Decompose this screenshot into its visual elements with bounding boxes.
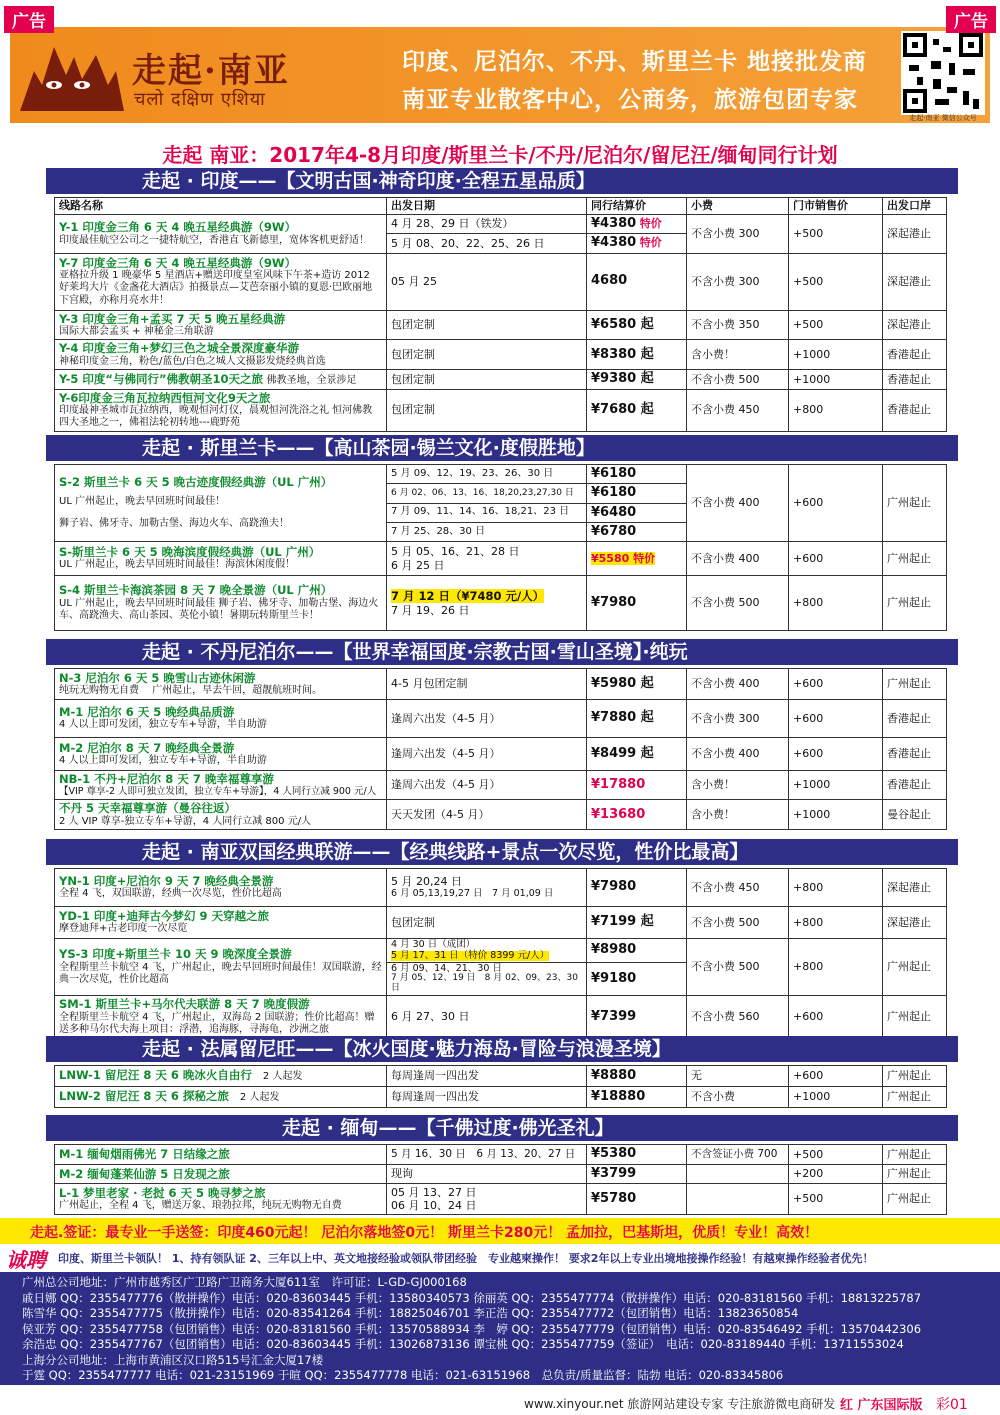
port: 香港起止 — [883, 340, 947, 370]
table-row — [55, 869, 947, 907]
contact-line: 戚日娜 QQ：2355477776（散拼操作）电话：020-83603445 手机：13580340573 徐丽英 QQ：2355477774（散拼操作）电话：020-83181560 手机：18813225787 — [22, 1290, 922, 1305]
qr-code-icon — [901, 31, 985, 115]
route-name: Y-3 印度金三角+孟买 7 天 5 晚五星经典游 — [59, 311, 286, 326]
port: 广州起止 — [883, 1087, 947, 1108]
retail: +800 — [789, 576, 883, 631]
table-row — [55, 800, 947, 830]
route-desc: 全程斯里兰卡航空 4 飞，广州起止，晚去早回班时间最佳！双国联游，经典一次尽览，性价比超高 — [59, 961, 382, 986]
table-header — [55, 198, 947, 215]
page-number: 彩01 — [936, 1397, 968, 1413]
tip: 不含小费 350 — [687, 310, 789, 340]
route-name: S-4 斯里兰卡海滨茶园 8 天 7 晚全景游（UL 广州） — [59, 583, 333, 598]
route-desc: 神秘印度金三角，粉色/蓝色/白色之城人文摄影发烧经典首选 — [59, 355, 326, 367]
price: ¥7199 起 — [587, 907, 687, 939]
route-name: S-斯里兰卡 6 天 5 晚海滨度假经典游（UL 广州） — [59, 545, 321, 560]
price: ¥4380 — [591, 216, 637, 231]
route-name: M-1 尼泊尔 6 天 5 晚经典品质游 — [59, 705, 235, 720]
table-row — [55, 907, 947, 939]
qr-pattern — [903, 33, 983, 113]
depart-date: 每周逢周一四出发 — [387, 1066, 587, 1087]
depart-date: 5 月 20,24 日 — [391, 874, 462, 888]
special-tag: 特价 — [639, 217, 662, 230]
tip: 含小费！ — [687, 771, 789, 800]
port: 广州起止 — [883, 1066, 947, 1087]
route-name: M-2 缅甸蓬莱仙游 5 日发现之旅 — [59, 1166, 230, 1181]
route-name: Y-5 印度“与佛同行”佛教朝圣10天之旅 — [59, 371, 264, 386]
price: ¥6580 起 — [587, 310, 687, 340]
logo — [16, 35, 306, 117]
contact-line: 陈雪华 QQ：2355477775（散拼操作）电话：020-83541264 手机：18825046701 李正浩 QQ：2355477772（包团销售）电话：13823650854 — [22, 1306, 799, 1320]
port: 深起港止 — [883, 907, 947, 939]
depart-date: 包团定制 — [387, 389, 587, 431]
route-desc: UL 广州起止，晚去早回班时间最佳 狮子岩、佛牙寺、加勒古堡、海边火车、高跷渔夫、高山茶园、英伦小镇！暑期玩转斯里兰卡！ — [59, 597, 379, 622]
depart-date: 05 月 25 — [387, 253, 587, 310]
route-desc: 摩登迪拜+古老印度一次尽览 — [59, 923, 188, 935]
depart-date: 6 月 27、30 日 — [387, 996, 587, 1038]
retail: +800 — [789, 869, 883, 907]
route-name: NB-1 不丹+尼泊尔 8 天 7 晚幸福尊享游 — [59, 772, 274, 786]
route-name: Y-6印度金三角瓦拉纳西恒河文化9天之旅 — [59, 390, 271, 405]
depart-date: 逢周六出发（4-5 月） — [387, 738, 587, 771]
price: ¥5780 — [587, 1184, 687, 1215]
route-desc: 全程斯里兰卡航空 4 飞，广州起止，双海岛 2 国联游；性价比超高！赠送多种马尔代夫海上项目：浮潜，追海豚，寻海龟，沙洲之旅 — [59, 1011, 375, 1036]
depart-date: 5 月 16、30 日 6 月 13、20、27 日 — [387, 1145, 587, 1165]
port: 香港起止 — [883, 389, 947, 431]
depart-date: 包团定制 — [387, 310, 587, 340]
route-desc: 佛教圣地，全景涉足 — [266, 374, 357, 386]
depart-date: 包团定制 — [387, 907, 587, 939]
table-row — [55, 253, 947, 310]
footer — [0, 1392, 1000, 1414]
contact-block — [0, 1272, 1000, 1385]
retail: +1000 — [789, 1087, 883, 1108]
price: ¥7980 — [587, 869, 687, 907]
route-name: YN-1 印度+尼泊尔 9 天 7 晚经典全景游 — [59, 874, 274, 889]
section-myanmar-title: 走起 · 缅甸——【千佛过度·佛光圣礼】 — [46, 1115, 958, 1141]
port: 广州起止 — [883, 996, 947, 1038]
depart-date: 4 月 28、29 日（铁发） — [387, 215, 587, 234]
logo-chinese: 走起·南亚 — [132, 51, 290, 91]
depart-date: 5 月 17、31 日（特价 8399 元/人） — [391, 949, 550, 961]
retail: +500 — [789, 310, 883, 340]
port: 广州起止 — [883, 1184, 947, 1215]
qr-caption: 走起·南亚 微信公众号 — [909, 114, 977, 122]
retail: +200 — [789, 1165, 883, 1184]
ad-badge-left: 广告 — [4, 6, 54, 33]
header-banner — [10, 27, 990, 123]
route-name: Y-1 印度金三角 6 天 4 晚五星经典游（9W） — [59, 220, 297, 235]
retail: +500 — [789, 1184, 883, 1215]
depart-date: 4-5 月包团定制 — [387, 669, 587, 700]
price: ¥7980 — [587, 576, 687, 631]
route-name: Y-4 印度金三角+梦幻三色之城全景深度豪华游 — [59, 341, 300, 356]
route-desc: UL 广州起止，晚去早回班时间最佳！海滨休闲度假！ — [59, 559, 296, 571]
price: ¥6780 — [587, 522, 687, 541]
tip: 不含小费 500 — [687, 576, 789, 631]
tip: 不含小费 500 — [687, 907, 789, 939]
price: ¥5980 起 — [587, 669, 687, 700]
price: ¥7399 — [587, 996, 687, 1038]
tip: 含小费！ — [687, 340, 789, 370]
col-price: 同行结算价 — [587, 198, 687, 215]
logo-script: चलो दक्षिण एशिया — [134, 89, 266, 110]
table-row — [55, 771, 947, 800]
tip: 不含小费 560 — [687, 996, 789, 1038]
slogan-line-2: 南亚专业散客中心，公商务，旅游包团专家 — [402, 87, 858, 113]
tip: 含小费！ — [687, 800, 789, 830]
route-desc: 2 人 VIP 尊享-独立专车+导游，4 人同行立减 800 元/人 — [59, 815, 312, 827]
table-row — [55, 669, 947, 700]
route-desc: 狮子岩、佛牙寺、加勒古堡、海边火车、高跷渔夫！ — [59, 518, 289, 530]
port: 深起港止 — [883, 869, 947, 907]
table-row — [55, 1165, 947, 1184]
route-name: M-1 缅甸烟雨佛光 7 日结缘之旅 — [59, 1147, 230, 1162]
reunion-table — [54, 1065, 947, 1108]
route-note: 2 人起发 — [262, 1071, 303, 1083]
retail: +600 — [789, 465, 883, 542]
retail: +800 — [789, 939, 883, 996]
depart-date: 包团定制 — [387, 340, 587, 370]
contact-line: 广州总公司地址：广州市越秀区广卫路广卫商务大厦611室 许可证：L-GD-GJ000168 — [22, 1275, 467, 1289]
route-name: M-2 尼泊尔 8 天 7 晚经典全景游 — [59, 740, 235, 755]
depart-date: 5 月 09、12、19、23、26、30 日 — [387, 465, 587, 484]
retail: +600 — [789, 542, 883, 576]
retail: +800 — [789, 907, 883, 939]
route-desc: 印度最佳航空公司之一捷特航空，香港直飞新德里，宽体客机更舒适！ — [59, 234, 369, 246]
port: 广州起止 — [883, 465, 947, 542]
port: 香港起止 — [883, 370, 947, 389]
section-srilanka-title: 走起 · 斯里兰卡——【高山茶园·锡兰文化·度假胜地】 — [46, 435, 958, 461]
col-date: 出发日期 — [387, 198, 587, 215]
route-name: Y-7 印度金三角 6 天 4 晚五星经典游（9W） — [59, 255, 297, 270]
table-row — [55, 738, 947, 771]
retail: +1000 — [789, 340, 883, 370]
price: ¥6180 — [587, 484, 687, 503]
depart-date: 6 月 02、06、13、16、18,20,23,27,30 日 — [387, 484, 587, 503]
tip: 不含小费 400 — [687, 542, 789, 576]
price: ¥6180 — [587, 465, 687, 484]
table-row — [55, 1184, 947, 1215]
port: 广州起止 — [883, 939, 947, 996]
india-table — [54, 197, 947, 432]
temple-logo-icon — [16, 35, 128, 117]
price: ¥17880 — [587, 771, 687, 800]
price: ¥3799 — [587, 1165, 687, 1184]
price: ¥4380 — [591, 235, 637, 251]
depart-date: 06 月 10、24 日 — [391, 1199, 477, 1213]
tip: 不含签证小费 700 — [687, 1145, 789, 1165]
route-name: LNW-1 留尼汪 8 天 6 晚冰火自由行 — [59, 1068, 252, 1083]
depart-date: 7 月 19、26 日 — [391, 603, 470, 617]
depart-date: 5 月 05、16、21、28 日 — [391, 544, 520, 558]
retail: +600 — [789, 700, 883, 738]
table-row — [55, 1087, 947, 1108]
footer-website: www.xinyour.net 旅游网站建设专家 专注旅游微电商研发 — [524, 1397, 836, 1411]
route-desc: 4 人以上即可发团，独立专车+导游，半自助游 — [59, 719, 267, 731]
table-row — [55, 370, 947, 389]
slogan-line-1: 印度、尼泊尔、不丹、斯里兰卡 地接批发商 — [402, 49, 868, 75]
special-tag: 特价 — [639, 236, 662, 250]
port: 香港起止 — [883, 738, 947, 771]
contact-line: 余浩忠 QQ：2355477767（包团销售）电话：020-83603445 手机：13026873136 谭宝桃 QQ：2355477759（签证） 电话：020-83189440 手机：13711553024 — [22, 1337, 904, 1351]
route-name: 不丹 5 天幸福尊享游（曼谷往返） — [59, 801, 237, 816]
col-retail: 门市销售价 — [789, 198, 883, 215]
price: ¥5580 特价 — [591, 551, 656, 565]
tip: 不含小费 400 — [687, 465, 789, 542]
srilanka-table — [54, 464, 947, 631]
price: ¥6480 — [587, 503, 687, 522]
tip — [687, 1165, 789, 1184]
table-row — [55, 310, 947, 340]
port: 广州起止 — [883, 542, 947, 576]
ad-badge-right: 广告 — [946, 6, 996, 33]
section-dual-title: 走起 · 南亚双国经典联游——【经典线路+景点一次尽览，性价比最高】 — [46, 839, 958, 865]
col-route: 线路名称 — [55, 198, 387, 215]
route-desc: 纯玩无购物无自费 广州起止，早去午回，超靓航班时间。 — [59, 684, 323, 696]
depart-date: 包团定制 — [387, 370, 587, 389]
port: 深起港止 — [883, 215, 947, 254]
myanmar-table — [54, 1144, 947, 1215]
retail: +600 — [789, 1066, 883, 1087]
retail: +500 — [789, 215, 883, 254]
table-row — [55, 340, 947, 370]
depart-date: 4 月 30 日（成团） — [391, 939, 476, 951]
port: 广州起止 — [883, 1165, 947, 1184]
price: ¥9180 — [587, 963, 687, 996]
table-row — [55, 465, 947, 484]
tip: 不含小费 450 — [687, 869, 789, 907]
tip: 无 — [687, 1066, 789, 1087]
retail: +1000 — [789, 800, 883, 830]
route-name: SM-1 斯里兰卡+马尔代夫联游 8 天 7 晚度假游 — [59, 997, 310, 1012]
tip: 不含小费 400 — [687, 669, 789, 700]
tip: 不含小费 300 — [687, 700, 789, 738]
table-row — [55, 1145, 947, 1165]
nepal-table — [54, 668, 947, 830]
table-row — [55, 576, 947, 631]
contact-line: 侯亚芳 QQ：2355477758（包团销售）电话：020-83181560 手机：13570588934 李 婷 QQ：2355477779（包团销售）电话：020-83546492 手机：13570442306 — [22, 1321, 922, 1336]
route-name: YD-1 印度+迪拜古今梦幻 9 天穿越之旅 — [59, 909, 270, 924]
tip: 不含小费 450 — [687, 389, 789, 431]
port: 广州起止 — [883, 1145, 947, 1165]
retail: +1000 — [789, 370, 883, 389]
dual-table — [54, 868, 947, 1039]
depart-date: 逢周六出发（4-5 月） — [387, 700, 587, 738]
route-desc: 国际大都会孟买 + 神秘金三角联游 — [59, 325, 214, 337]
depart-date: 6 月 09、14、21、30 日 — [391, 963, 502, 974]
table-row — [55, 996, 947, 1038]
col-port: 出发口岸 — [883, 198, 947, 215]
table-row — [55, 542, 947, 576]
route-desc: UL 广州起止，晚去早回班时间最佳！ — [59, 495, 226, 507]
table-row — [55, 1066, 947, 1087]
route-desc: 印度最神圣城市瓦拉纳西，晚观恒河灯仪，晨观恒河洗浴之礼 恒河佛教四大圣地之一，佛祖法轮初转地---鹿野苑 — [59, 404, 373, 429]
route-desc: 4 人以上即可发团，独立专车+导游，半自助游 — [59, 754, 267, 766]
section-reunion-title: 走起 · 法属留尼旺——【冰火国度·魅力海岛·冒险与浪漫圣境】 — [46, 1036, 958, 1062]
port: 深起港止 — [883, 253, 947, 310]
main-title: 走起 南亚：2017年4-8月印度/斯里兰卡/不丹/尼泊尔/留尼汪/缅甸同行计划 — [162, 143, 838, 167]
route-note: 2 人起发 — [239, 1092, 280, 1104]
retail: +500 — [789, 1145, 883, 1165]
depart-date: 每周逢周一四出发 — [387, 1087, 587, 1108]
col-tip: 小费 — [687, 198, 789, 215]
retail: +600 — [789, 996, 883, 1038]
depart-date: 7 月 12 日（¥7480 元/人） — [391, 588, 545, 603]
section-india-title: 走起 · 印度——【文明古国·神奇印度·全程五星品质】 — [46, 168, 958, 194]
table-row — [55, 389, 947, 431]
retail: +600 — [789, 738, 883, 771]
depart-date: 5 月 08、20、22、25、26 日 — [387, 234, 587, 253]
port: 曼谷起止 — [883, 800, 947, 830]
tip — [687, 1184, 789, 1215]
table-row — [55, 700, 947, 738]
price: 4680 — [587, 253, 687, 310]
price: ¥9380 起 — [587, 370, 687, 389]
route-desc: 【VIP 尊享-2 人即可独立发团，独立专车+导游】，4 人同行立减 900 元/人 — [59, 786, 377, 798]
table-row — [55, 215, 947, 234]
port: 深起港止 — [883, 310, 947, 340]
tip: 不含小费 500 — [687, 939, 789, 996]
retail: +500 — [789, 253, 883, 310]
section-nepal-title: 走起 · 不丹尼泊尔——【世界幸福国度·宗教古国·雪山圣境】·纯玩 — [46, 639, 958, 665]
depart-date: 6 月 25 日 — [391, 558, 445, 572]
port: 香港起止 — [883, 700, 947, 738]
price: ¥5380 — [587, 1145, 687, 1165]
price: ¥7880 起 — [587, 700, 687, 738]
depart-date: 天天发团（4-5 月） — [387, 800, 587, 830]
port: 广州起止 — [883, 576, 947, 631]
price: ¥13680 — [587, 800, 687, 830]
route-name: L-1 梦里老家 · 老挝 6 天 5 晚寻梦之旅 — [59, 1185, 266, 1200]
port: 广州起止 — [883, 669, 947, 700]
price: ¥18880 — [587, 1087, 687, 1108]
route-desc: 广州起止，全程 4 飞，赠送万象、琅勃拉邦，纯玩无购物无自费 — [59, 1200, 342, 1212]
depart-date: 现询 — [387, 1165, 587, 1184]
price: ¥8380 起 — [587, 340, 687, 370]
route-name: N-3 尼泊尔 6 天 5 晚雪山古迹休闲游 — [59, 670, 256, 685]
contact-line: 上海分公司地址：上海市黄浦区汉口路515号汇金大厦17楼 — [22, 1352, 324, 1367]
tip: 不含小费 300 — [687, 215, 789, 254]
retail: +1000 — [789, 771, 883, 800]
retail: +600 — [789, 669, 883, 700]
depart-date: 7 月 05、12、19 日 8 月 02、09、23、30 日 — [391, 973, 578, 994]
depart-date: 逢周六出发（4-5 月） — [387, 771, 587, 800]
recruit-text: 印度、斯里兰卡领队！ 1、持有领队证 2、三年以上中、英文地接经验或领队带团经验 专业越柬操作！ 要求2年以上专业出境地接操作经验！有越柬操作经验者优先！ — [58, 1252, 874, 1265]
tip: 不含小费 500 — [687, 370, 789, 389]
recruit-bar — [0, 1244, 1000, 1272]
visa-banner: 走起.签证：最专业一手送签：印度460元起！ 尼泊尔落地签0元！ 斯里兰卡280元！ 孟加拉，巴基斯坦，优质！专业！高效！ — [0, 1218, 1000, 1244]
recruit-tag: 诚聘 — [6, 1248, 46, 1272]
route-desc: 亚格拉升级 1 晚豪华 5 星酒店+赠送印度皇室风味下午茶+造访 2012 好莱坞大片《金盏花大酒店》拍摄景点—艾芭奈丽小镇的夏恩·巴欧丽地下宫殿，亦称月亮水井！ — [59, 269, 373, 306]
price: ¥8880 — [587, 1066, 687, 1087]
route-name: S-2 斯里兰卡 6 天 5 晚古迹度假经典游（UL 广州） — [59, 475, 333, 490]
depart-date: 7 月 25、28、30 日 — [387, 522, 587, 541]
depart-date: 7 月 09、11、14、16、18,21、23 日 — [387, 503, 587, 522]
footer-edition: 红 广东国际版 — [840, 1398, 923, 1413]
depart-date: 05 月 13、27 日 — [391, 1185, 477, 1199]
retail: +800 — [789, 389, 883, 431]
route-name: YS-3 印度+斯里兰卡 10 天 9 晚深度全景游 — [59, 947, 292, 962]
tip: 不含小费 400 — [687, 738, 789, 771]
depart-date: 6 月 05,13,19,27 日 7 月 01,09 日 — [391, 888, 554, 900]
price: ¥8499 起 — [587, 738, 687, 771]
port: 香港起止 — [883, 771, 947, 800]
contact-line: 于霆 QQ：2355477777 电话：021-23151969 于暄 QQ：2355477778 电话：021-63151968 总负责/质量监督：陆勃 电话：020-83345806 — [22, 1368, 784, 1382]
table-row — [55, 939, 947, 963]
price: ¥8980 — [587, 939, 687, 963]
route-name: LNW-2 留尼汪 8 天 6 探秘之旅 — [59, 1089, 229, 1104]
tip: 不含小费 — [687, 1087, 789, 1108]
price: ¥7680 起 — [587, 389, 687, 431]
route-desc: 全程 4 飞，双国联游，经典一次尽览，性价比超高 — [59, 888, 282, 900]
tip: 不含小费 300 — [687, 253, 789, 310]
